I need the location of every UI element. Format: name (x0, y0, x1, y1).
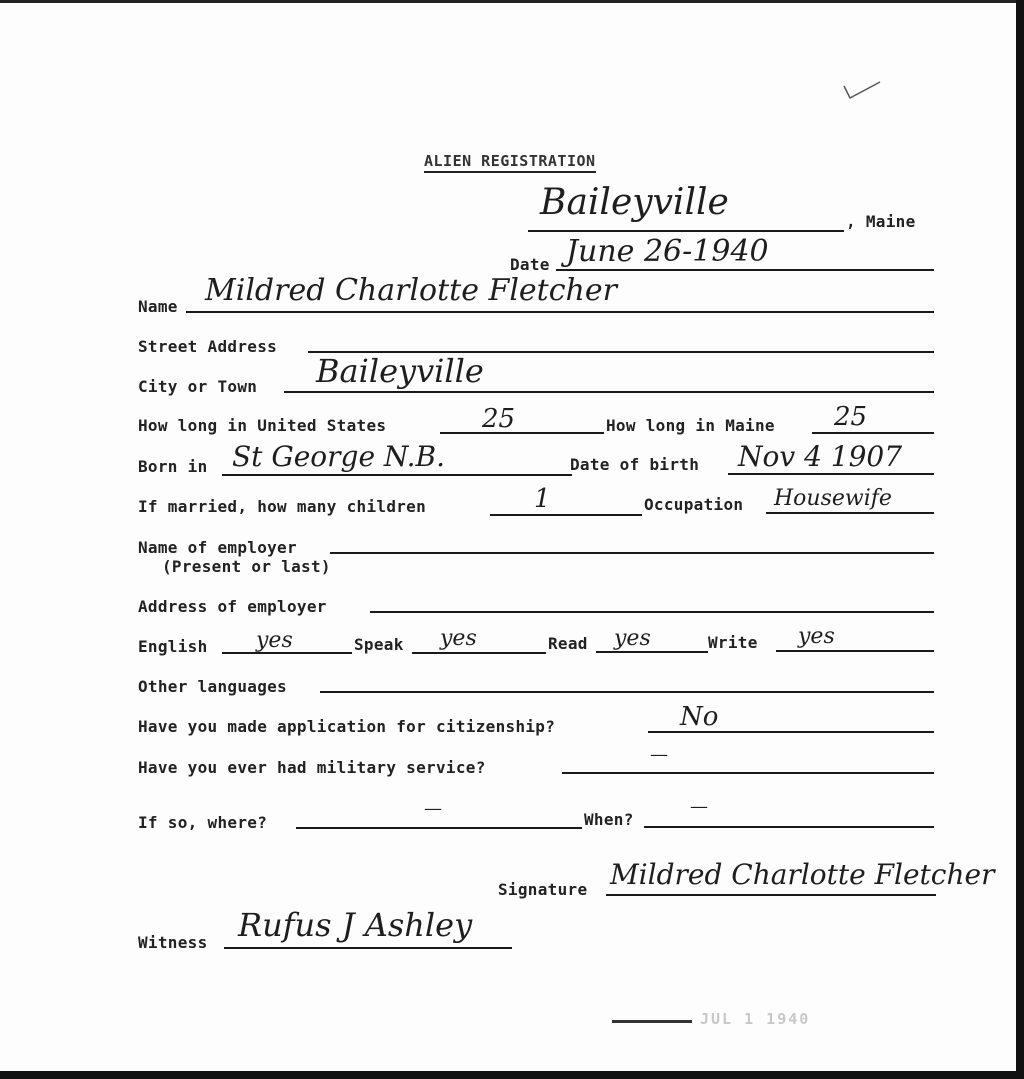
town-value: Baileyville (540, 182, 729, 223)
born-in-value: St George N.B. (232, 440, 445, 473)
military-line (562, 772, 934, 774)
street-address-label: Street Address (138, 337, 278, 356)
children-value: 1 (534, 484, 551, 514)
name-line (186, 311, 934, 313)
signature-line (606, 894, 936, 896)
when-line (644, 826, 934, 828)
other-languages-label: Other languages (138, 677, 287, 696)
occupation-value: Housewife (774, 486, 892, 511)
speak-label: Speak (354, 635, 404, 654)
date-value: June 26-1940 (566, 234, 769, 269)
where-line (296, 827, 582, 829)
how-long-maine-line (812, 432, 934, 434)
date-of-birth-label: Date of birth (570, 455, 700, 474)
english-label: English (138, 637, 208, 656)
state-label: , Maine (846, 212, 916, 231)
other-languages-line (320, 691, 934, 693)
speak-value: yes (440, 626, 477, 651)
born-in-line (222, 474, 572, 476)
write-value: yes (798, 624, 835, 649)
citizenship-line (648, 731, 934, 733)
form-title: ALIEN REGISTRATION (424, 152, 596, 173)
write-label: Write (708, 633, 758, 652)
employer-note: (Present or last) (162, 557, 331, 576)
how-long-us-value: 25 (482, 404, 516, 434)
stamp-line (612, 1020, 692, 1023)
read-label: Read (548, 634, 588, 653)
children-line (490, 514, 642, 516)
write-line (776, 650, 934, 652)
english-line (222, 652, 352, 654)
how-long-us-line (440, 432, 604, 434)
scan-border-bottom (0, 1071, 1024, 1079)
city-or-town-line (284, 391, 934, 393)
name-value: Mildred Charlotte Fletcher (205, 273, 617, 308)
read-line (596, 651, 708, 653)
witness-label: Witness (138, 933, 208, 952)
read-value: yes (614, 626, 651, 651)
city-or-town-value: Baileyville (316, 352, 484, 390)
how-long-us-label: How long in United States (138, 416, 387, 435)
speak-line (412, 652, 546, 654)
when-value: — (690, 796, 708, 817)
received-stamp: JUL 1 1940 (700, 1010, 811, 1028)
name-label: Name (138, 297, 178, 316)
scan-border-top (0, 0, 1024, 3)
town-line (528, 230, 844, 232)
check-mark-icon (842, 78, 882, 102)
employer-label: Name of employer (138, 538, 297, 557)
how-long-maine-value: 25 (834, 402, 868, 432)
born-in-label: Born in (138, 457, 208, 476)
military-value: — (650, 744, 668, 765)
where-value: — (424, 798, 442, 819)
signature-label: Signature (498, 880, 588, 899)
date-label: Date (510, 255, 550, 274)
how-long-maine-label: How long in Maine (606, 416, 775, 435)
scan-border-right (1016, 0, 1024, 1079)
employer-address-label: Address of employer (138, 597, 327, 616)
witness-line (224, 947, 512, 949)
date-line (556, 269, 934, 271)
children-label: If married, how many children (138, 497, 427, 516)
city-or-town-label: City or Town (138, 377, 258, 396)
english-value: yes (256, 628, 293, 653)
citizenship-value: No (680, 702, 719, 732)
occupation-line (766, 512, 934, 514)
occupation-label: Occupation (644, 495, 744, 514)
date-of-birth-line (728, 473, 934, 475)
employer-address-line (370, 611, 934, 613)
when-label: When? (584, 810, 634, 829)
employer-line (330, 552, 934, 554)
military-label: Have you ever had military service? (138, 758, 486, 777)
if-so-where-label: If so, where? (138, 813, 268, 832)
signature-value: Mildred Charlotte Fletcher (610, 858, 995, 891)
citizenship-label: Have you made application for citizenship? (138, 717, 556, 736)
date-of-birth-value: Nov 4 1907 (738, 440, 903, 473)
witness-value: Rufus J Ashley (238, 906, 473, 944)
